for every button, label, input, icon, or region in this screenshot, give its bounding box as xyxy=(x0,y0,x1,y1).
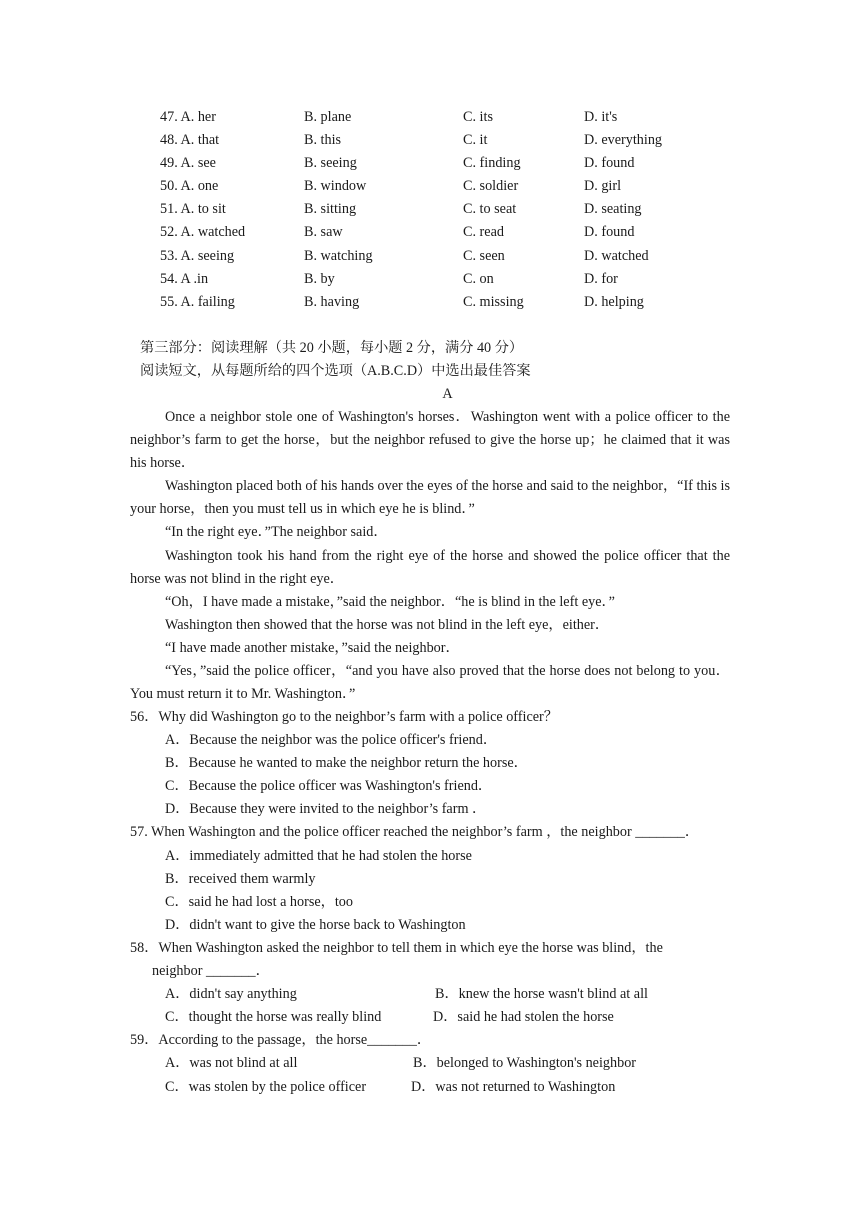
option-b: B. having xyxy=(304,293,360,310)
passage-paragraph: “In the right eye．”The neighbor said． xyxy=(165,524,388,541)
passage-paragraph: Washington placed both of his hands over the eyes of the horse and said to the neighbor，“If this is your horse，then you must tell us in which eye he is blind．” xyxy=(130,478,730,518)
option-b: B. plane xyxy=(304,109,352,125)
question-57-choice-a: A．immediately admitted that he had stolen the horse xyxy=(165,847,472,864)
question-56-choice-d: D．Because they were invited to the neighbor’s farm ． xyxy=(165,801,487,818)
option-b: B. this xyxy=(304,132,342,149)
question-56-choice-a: A．Because the neighbor was the police officer's friend． xyxy=(165,732,498,749)
option-a: 49. A. see xyxy=(160,155,216,172)
passage-paragraph: Washington then showed that the horse was not blind in the left eye，either． xyxy=(165,616,610,633)
option-d: D. seating xyxy=(584,201,642,218)
option-b: B. window xyxy=(304,178,367,195)
question-58-choice-d: D．said he had stolen the horse xyxy=(433,1009,614,1026)
option-a: 54. A .in xyxy=(160,270,209,287)
question-59-choice-b: B．belonged to Washington's neighbor xyxy=(413,1055,637,1072)
question-59-choices-row-1 xyxy=(130,1052,735,1075)
question-58-choice-a: A．didn't say anything xyxy=(165,986,297,1003)
section-title: 第三部分：阅读理解（共 20 小题，每小题 2 分，满分 40 分） xyxy=(140,340,524,356)
question-58-stem: 58．When Washington asked the neighbor to tell them in which eye the horse was blind，the xyxy=(130,939,663,956)
option-c: C. read xyxy=(463,224,504,241)
option-d: D. watched xyxy=(584,247,649,264)
option-b: B. seeing xyxy=(304,155,357,172)
question-57-choice-b: B．received them warmly xyxy=(165,870,316,887)
section-instruction: 阅读短文，从每题所给的四个选项（A.B.C.D）中选出最佳答案 xyxy=(140,363,531,380)
question-56-choice-b: B．Because he wanted to make the neighbor return the horse． xyxy=(165,755,528,772)
option-c: C. missing xyxy=(463,293,524,310)
option-a: 53. A. seeing xyxy=(160,247,235,264)
passage-paragraph: Once a neighbor stole one of Washington's horses．Washington went with a police officer to the neighbor’s farm to get the horse，but the neighbor refused to give the horse up；he claimed that it was his horse． xyxy=(130,409,730,472)
question-57-choice-c: C．said he had lost a horse，too xyxy=(165,893,353,910)
passage-label: A xyxy=(442,386,453,402)
option-d: D. it's xyxy=(584,109,618,125)
passage-paragraph: Washington took his hand from the right eye of the horse and showed the police officer that the horse was not blind in the right eye． xyxy=(130,547,730,587)
passage-paragraph: “Yes，”said the police officer，“and you have also proved that the horse does not belong to you．You must return it to Mr. Washington．” xyxy=(130,663,730,703)
question-list xyxy=(130,706,735,1099)
question-56-stem: 56．Why did Washington go to the neighbor’s farm with a police officer？ xyxy=(130,709,558,725)
option-c: C. soldier xyxy=(463,178,519,195)
option-a: 52. A. watched xyxy=(160,224,246,241)
question-59-choices-row-2 xyxy=(130,1076,735,1099)
question-57-stem: 57. When Washington and the police officer reached the neighbor’s farm ，the neighbor _______． xyxy=(130,824,700,841)
option-c: C. on xyxy=(463,270,494,287)
option-d: D. found xyxy=(584,224,635,241)
question-59-stem: 59．According to the passage，the horse_______． xyxy=(130,1032,432,1049)
option-a: 48. A. that xyxy=(160,132,220,149)
passage-paragraph: “Oh，I have made a mistake，”said the neighbor．“he is blind in the left eye．” xyxy=(165,593,615,610)
option-b: B. saw xyxy=(304,224,343,241)
question-58-choice-b: B．knew the horse wasn't blind at all xyxy=(435,986,648,1003)
option-a: 55. A. failing xyxy=(160,293,235,310)
reading-passage xyxy=(130,406,730,706)
question-56-choice-c: C．Because the police officer was Washington's friend． xyxy=(165,778,493,795)
option-c: C. seen xyxy=(463,247,505,264)
option-a: 51. A. to sit xyxy=(160,201,226,218)
option-d: D. everything xyxy=(584,132,663,149)
question-58-choice-c: C．thought the horse was really blind xyxy=(165,1009,382,1026)
option-b: B. watching xyxy=(304,247,373,264)
option-d: D. found xyxy=(584,155,635,172)
question-58-choices-row-1 xyxy=(130,983,735,1006)
question-59-choice-d: D．was not returned to Washington xyxy=(411,1078,616,1095)
section-header xyxy=(140,337,531,383)
option-b: B. sitting xyxy=(304,201,357,218)
option-b: B. by xyxy=(304,270,335,287)
option-a: 50. A. one xyxy=(160,178,219,195)
question-59-choice-a: A．was not blind at all xyxy=(165,1055,298,1072)
option-a: 47. A. her xyxy=(160,109,216,125)
question-59-choice-c: C．was stolen by the police officer xyxy=(165,1078,367,1095)
question-58-choices-row-2 xyxy=(130,1006,735,1029)
option-c: C. finding xyxy=(463,155,521,172)
question-57-choice-d: D．didn't want to give the horse back to Washington xyxy=(165,916,466,933)
option-c: C. it xyxy=(463,132,488,149)
option-d: D. helping xyxy=(584,293,644,310)
passage-paragraph: “I have made another mistake，”said the neighbor． xyxy=(165,639,460,656)
question-58-stem-continued: neighbor _______． xyxy=(152,963,270,980)
option-c: C. to seat xyxy=(463,201,517,218)
option-c: C. its xyxy=(463,109,493,125)
option-d: D. girl xyxy=(584,178,622,195)
option-d: D. for xyxy=(584,270,618,287)
